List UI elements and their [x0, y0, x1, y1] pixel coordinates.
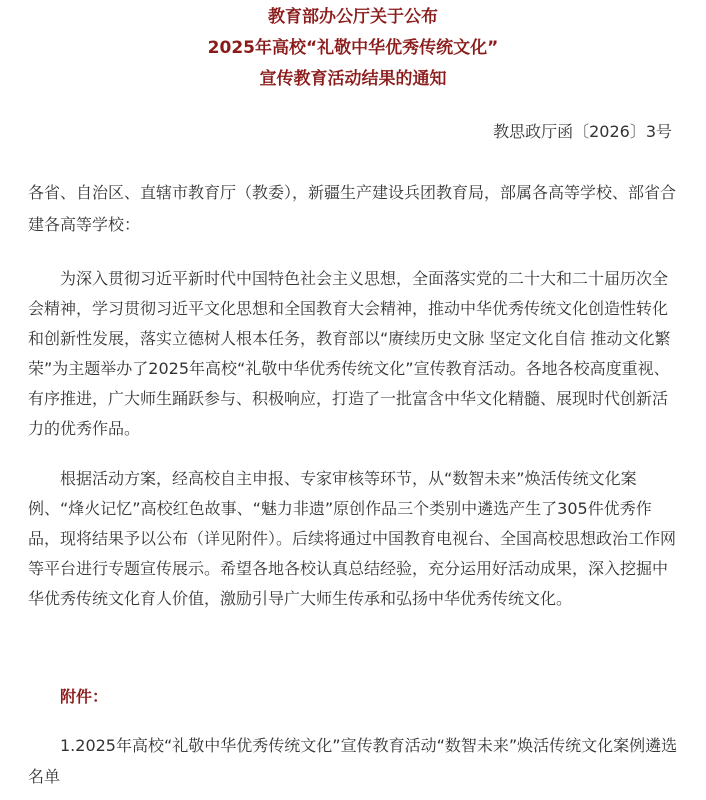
- document-title: [0, 2, 706, 95]
- body-paragraph-2: 根据活动方案，经高校自主申报、专家审核等环节，从“数智未来”焕活传统文化案例、“烽火记忆”高校红色故事、“魅力非遗”原创作品三个类别中遴选产生了305件优秀作品，现将结果予以公布（详见附件）。后续将通过中国教育电视台、全国高校思想政治工作网等平台进行专题宣传展示。希望各地各校认真总结经验，充分运用好活动成果，深入挖掘中华优秀传统文化育人价值，激励引导广大师生传承和弘扬中华优秀传统文化。: [28, 469, 677, 608]
- document-number: 教思政厅函〔2026〕3号: [493, 122, 672, 141]
- attachment-heading: 附件：: [60, 687, 109, 706]
- body-paragraph-1: 为深入贯彻习近平新时代中国特色社会主义思想，全面落实党的二十大和二十届历次全会精神，学习贯彻习近平文化思想和全国教育大会精神，推动中华优秀传统文化创造性转化和创新性发展，落实立德树人根本任务，教育部以“赓续历史文脉 坚定文化自信 推动文化繁荣”为主题举办了2025年高校“礼敬中华优秀传统文化”宣传教育活动。各地各校高度重视、有序推进，广大师生踊跃参与、积极响应，打造了一批富含中华文化精髓、展现时代创新活力的优秀作品。: [28, 269, 671, 438]
- addressee: 各省、自治区、直辖市教育厅（教委），新疆生产建设兵团教育局，部属各高等学校、部省合建各高等学校：: [28, 183, 677, 234]
- title-line-2: 2025年高校“礼敬中华优秀传统文化”: [207, 38, 499, 58]
- attachment-link-1[interactable]: 1.2025年高校“礼敬中华优秀传统文化”宣传教育活动“数智未来”焕活传统文化案例遴选名单: [28, 736, 678, 786]
- title-line-1: 教育部办公厅关于公布: [268, 7, 438, 27]
- title-line-3: 宣传教育活动结果的通知: [259, 69, 447, 89]
